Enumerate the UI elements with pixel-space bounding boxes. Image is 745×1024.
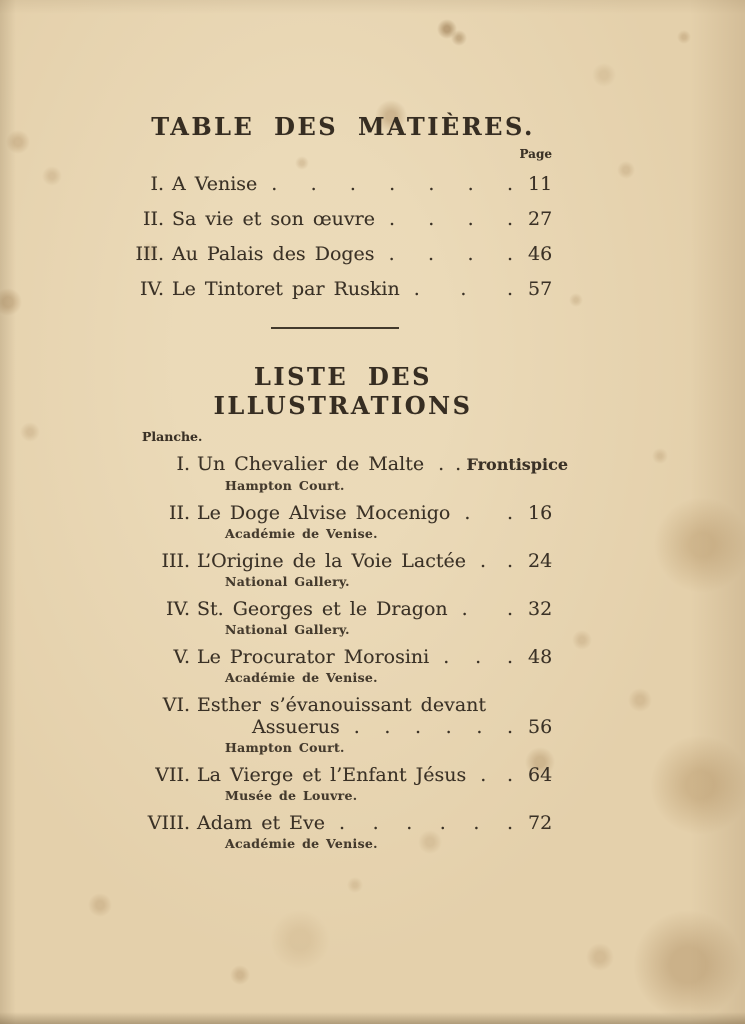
- toc-entry-numeral: I.: [150, 173, 164, 195]
- dot-leader: . . .: [443, 646, 514, 668]
- illustration-location: Académie de Venise.: [225, 526, 378, 541]
- illustration-numeral: VI.: [162, 694, 190, 716]
- illustration-row: [118, 646, 568, 685]
- illustration-numeral: V.: [173, 646, 190, 668]
- illustration-location: Académie de Venise.: [225, 670, 378, 685]
- toc-entry-page: 46: [528, 243, 553, 265]
- illustration-title: Esther s’évanouissant devant: [197, 694, 487, 716]
- dot-leader: . .: [461, 598, 514, 620]
- illustration-page: 64: [528, 764, 553, 786]
- illustration-numeral: II.: [168, 502, 190, 524]
- illustration-page: 72: [528, 812, 553, 834]
- illustration-numeral: VIII.: [147, 812, 190, 834]
- illustration-page: 32: [528, 598, 553, 620]
- illustration-page: Frontispice: [466, 455, 568, 474]
- toc-entry-page: 57: [528, 278, 553, 300]
- illustration-numeral: VII.: [155, 764, 190, 786]
- illustration-row: [118, 550, 568, 589]
- dot-leader: . .: [480, 764, 514, 786]
- dot-leader: . . . .: [388, 208, 514, 230]
- illustration-numeral: IV.: [166, 598, 190, 620]
- toc-entry-title: A Venise: [172, 173, 258, 195]
- toc-entry-page: 27: [528, 208, 553, 230]
- illustration-row: [118, 812, 568, 851]
- illustrations-list: [118, 453, 568, 851]
- illustration-page: 56: [528, 716, 553, 738]
- dot-leader: . . . . . . .: [271, 173, 514, 195]
- illustration-location: Académie de Venise.: [225, 836, 378, 851]
- dot-leader: . . . . . .: [339, 812, 514, 834]
- illustration-location: National Gallery.: [225, 622, 350, 637]
- toc-entry-numeral: IV.: [140, 278, 164, 300]
- toc-entry-title: Sa vie et son œuvre: [172, 208, 375, 230]
- toc-heading: TABLE DES MATIÈRES.: [151, 112, 535, 141]
- toc-row: [118, 278, 568, 300]
- illustration-title: Un Chevalier de Malte: [197, 453, 425, 475]
- illustration-row: [118, 598, 568, 637]
- toc-entry-title: Au Palais des Doges: [172, 243, 375, 265]
- dot-leader: . .: [438, 453, 463, 475]
- dot-leader: . .: [479, 550, 514, 572]
- illustration-title: Le Doge Alvise Mocenigo: [197, 502, 451, 524]
- toc-list: [118, 173, 568, 300]
- illustration-title-line2: Assuerus: [252, 716, 340, 738]
- dot-leader: . . . . . .: [353, 716, 514, 738]
- toc-entry-title: Le Tintoret par Ruskin: [172, 278, 400, 300]
- toc-row: [118, 208, 568, 230]
- illustration-row: [118, 694, 568, 755]
- illustration-row: [118, 502, 568, 541]
- illustration-numeral: III.: [161, 550, 190, 572]
- page-column-label: Page: [519, 147, 552, 161]
- illustration-location: Musée de Louvre.: [225, 788, 358, 803]
- toc-entry-numeral: III.: [135, 243, 164, 265]
- illustration-title: L’Origine de la Voie Lactée: [197, 550, 466, 572]
- toc-entry-page: 11: [528, 173, 553, 195]
- illustration-title: La Vierge et l’Enfant Jésus: [197, 764, 467, 786]
- illustration-row: [118, 453, 568, 493]
- illustration-location: Hampton Court.: [225, 740, 345, 755]
- illustration-numeral: I.: [176, 453, 190, 475]
- illustration-location: Hampton Court.: [225, 478, 345, 493]
- toc-row: [118, 243, 568, 265]
- dot-leader: . .: [464, 502, 514, 524]
- section-divider: [271, 327, 399, 329]
- dot-leader: . . . .: [388, 243, 514, 265]
- illustration-title: Adam et Eve: [197, 812, 326, 834]
- illustration-page: 24: [528, 550, 553, 572]
- illustrations-heading: LISTE DES ILLUSTRATIONS: [213, 362, 473, 420]
- illustration-title: Le Procurator Morosini: [197, 646, 430, 668]
- illustration-location: National Gallery.: [225, 574, 350, 589]
- illustration-title: St. Georges et le Dragon: [197, 598, 448, 620]
- toc-row: [118, 173, 568, 195]
- illustration-page: 16: [528, 502, 553, 524]
- illustration-page: 48: [528, 646, 553, 668]
- page-content: [118, 0, 568, 851]
- illustration-row: [118, 764, 568, 803]
- plate-column-label: Planche.: [142, 429, 203, 444]
- dot-leader: . . .: [413, 278, 514, 300]
- toc-entry-numeral: II.: [142, 208, 164, 230]
